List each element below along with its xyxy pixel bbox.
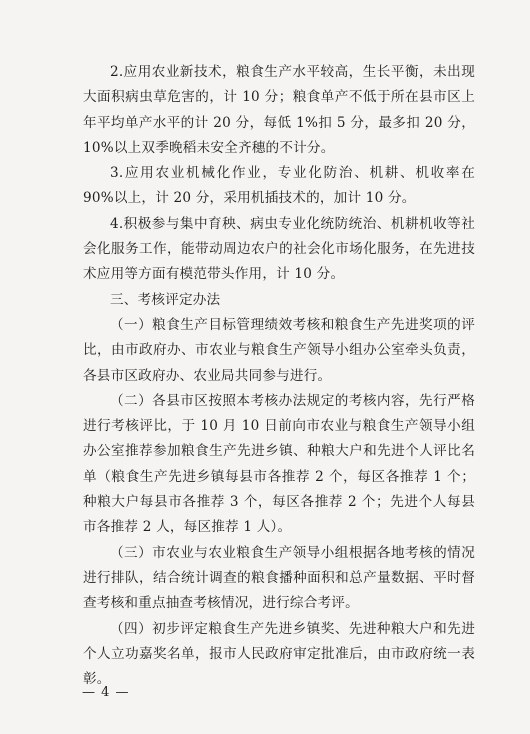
section-heading: 三、考核评定办法	[110, 291, 221, 308]
page-number: — 4 —	[82, 685, 130, 700]
paragraph-method-2: （二）各县市区按照本考核办法规定的考核内容，先行严格进行考核评比，于 10 月 10 日前向市农业与粮食生产领导小组办公室推荐参加粮食生产先进乡镇、种粮大户和先进个人评比名单（粮食生产先进乡镇每县市各推荐 2 个，每区各推荐 1 个；种粮大户每县市各推荐 3 个，每区各推荐 2 个；先进个人每县市各推荐 2 人，每区推荐 1 人）。	[83, 392, 475, 536]
paragraph-method-4: （四）初步评定粮食生产先进乡镇奖、先进种粮大户和先进个人立功嘉奖名单，报市人民政府审定批准后，由市政府统一表彰。	[83, 620, 475, 688]
paragraph-item-4: 4.积极参与集中育秧、病虫专业化统防统治、机耕机收等社会化服务工作，能带动周边农户的社会化市场化服务，在先进技术应用等方面有模范带头作用，计 10 分。	[83, 215, 475, 283]
paragraph-item-2: 2.应用农业新技术，粮食生产水平较高，生长平衡，未出现大面积病虫草危害的，计 10 分；粮食单产不低于所在县市区上年平均单产水平的计 20 分，每低 1%扣 5 分，最多扣 20 分，10%以上双季晚稻未安全齐穗的不计分。	[83, 64, 475, 156]
paragraph-method-1: （一）粮食生产目标管理绩效考核和粮食生产先进奖项的评比，由市政府办、市农业与粮食生产领导小组办公室牵头负责，各县市区政府办、农业局共同参与进行。	[83, 316, 475, 384]
paragraph-item-3: 3.应用农业机械化作业，专业化防治、机耕、机收率在 90%以上，计 20 分，采用机插技术的，加计 10 分。	[83, 165, 475, 207]
document-body	[83, 60, 475, 692]
paragraph-method-3: （三）市农业与农业粮食生产领导小组根据各地考核的情况进行排队，结合统计调查的粮食播种面积和总产量数据、平时督查考核和重点抽查考核情况，进行综合考评。	[83, 544, 475, 612]
